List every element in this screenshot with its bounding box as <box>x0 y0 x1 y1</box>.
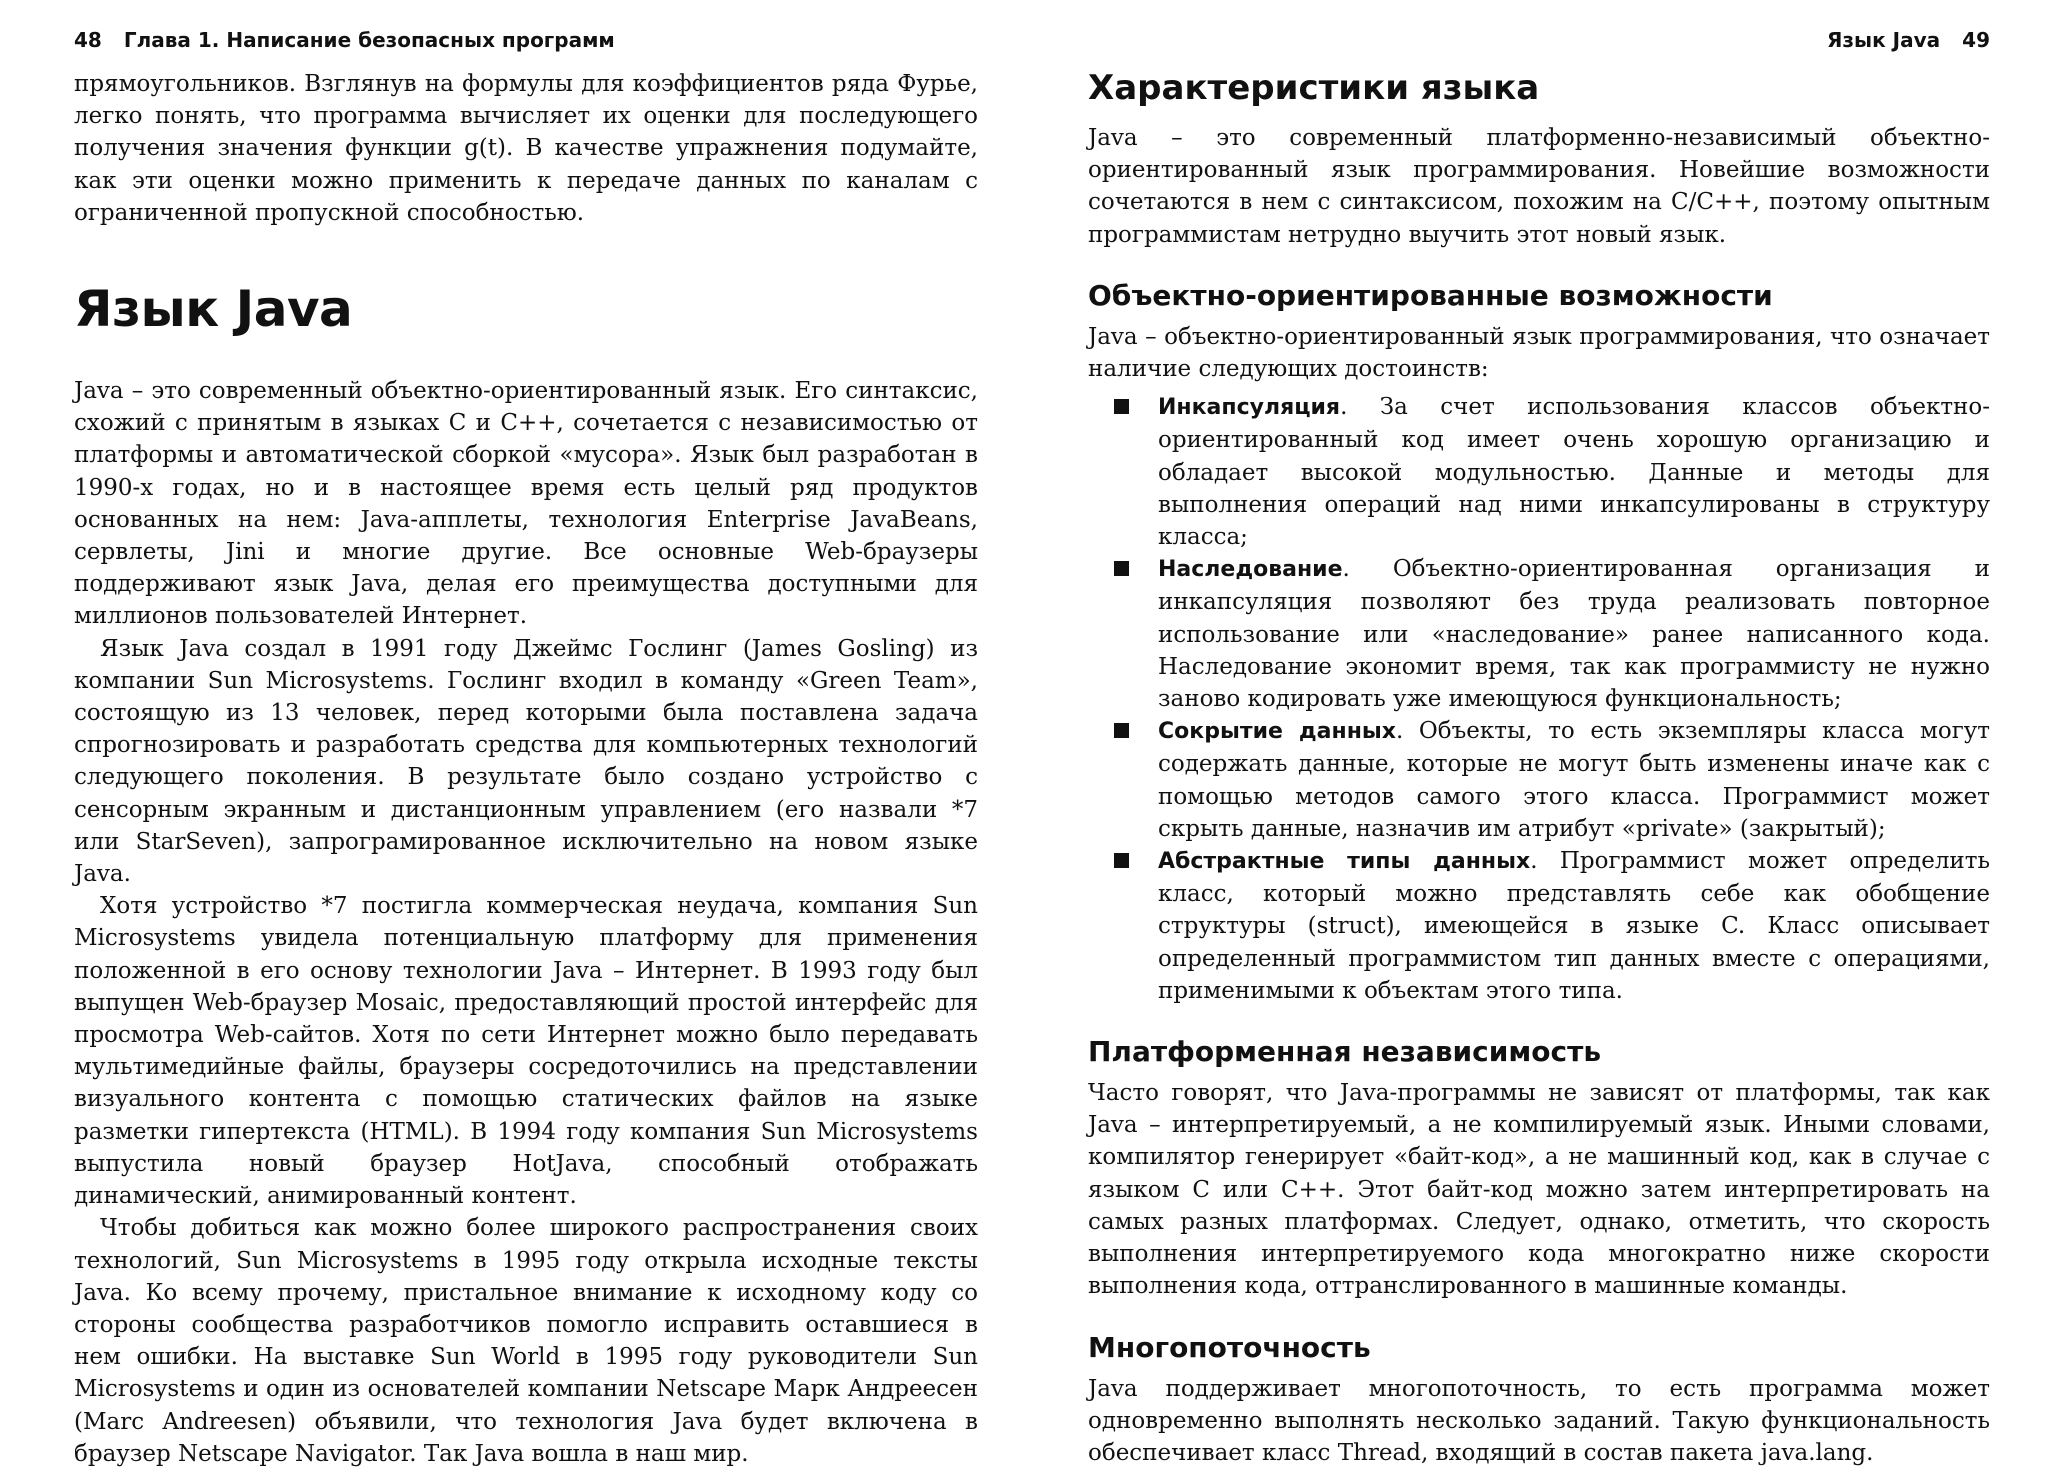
square-bullet-icon <box>1114 723 1129 738</box>
list-item-text: . Объектно-ориентированная организация и инкапсуляция позволяют без труда реализовать повторное использование или «наследование» ранее написанного кода. Наследование экономит время, так как программисту не нужно заново кодировать уже имеющуюся функциональность; <box>1158 556 1990 713</box>
subsection-title-platform: Платформенная независимость <box>1088 1035 1602 1069</box>
subsection-title-multithreading: Многопоточность <box>1088 1330 1371 1364</box>
chapter-running-title: Глава 1. Написание безопасных программ <box>123 28 615 52</box>
list-item <box>1088 391 1990 553</box>
list-item-term: Сокрытие данных <box>1158 719 1396 745</box>
paragraph: Язык Java создал в 1991 году Джеймс Гослинг (James Gosling) из компании Sun Microsystems. Гослинг входил в команду «Green Team», состоящую из 13 человек, перед которыми была поставлена задача спрогнозировать и разработать средства для компьютерных технологий следующего поколения. В результате было создано устройство с сенсорным экранным и дистанционным управлением (его назвали *7 или StarSeven), запрограмированное исключительно на новом языке Java. <box>74 635 978 888</box>
list-item <box>1088 553 1990 715</box>
page-number: 48 <box>74 28 102 52</box>
intro-paragraph: прямоугольников. Взглянув на формулы для коэффициентов ряда Фурье, легко понять, что программа вычисляет их оценки для последующего получения значения функции g(t). В качестве упражнения подумайте, как эти оценки можно применить к передаче данных по каналам с ограниченной пропускной способностью. <box>74 71 978 226</box>
list-item-term: Абстрактные типы данных <box>1158 849 1531 875</box>
right-page <box>1088 26 1990 1469</box>
section-intro: Java – это современный платформенно-независимый объектно-ориентированный язык программирования. Новейшие возможности сочетаются в нем с синтаксисом, похожим на C/C++, поэтому опытным программистам нетрудно выучить этот новый язык. <box>1088 125 1990 248</box>
chapter-title: Язык Java <box>74 280 353 339</box>
feature-list <box>1088 391 1990 1007</box>
square-bullet-icon <box>1114 561 1129 576</box>
list-item <box>1088 845 1990 1007</box>
page-number: 49 <box>1962 28 1990 52</box>
list-item-text: . За счет использования классов объектно-ориентированный код имеет очень хорошую организацию и обладает высокой модульностью. Данные и методы для выполнения операций над ними инкапсулированы в структуру класса; <box>1158 394 1990 551</box>
paragraph: Хотя устройство *7 постигла коммерческая неудача, компания Sun Microsystems увидела потенциальную платформу для применения положенной в его основу технологии Java – Интернет. В 1993 году был выпущен Web-браузер Mosaic, предоставляющий простой интерфейс для просмотра Web-сайтов. Хотя по сети Интернет можно было передавать мультимедийные файлы, браузеры сосредоточились на представлении визуального контента с помощью статических файлов на языке разметки гипертекста (HTML). В 1994 году компания Sun Microsystems выпустила новый браузер HotJava, способный отображать динамический, анимированный контент. <box>74 893 978 1210</box>
list-item-text: . Объекты, то есть экземпляры класса могут содержать данные, которые не могут быть изменены иначе как с помощью методов самого этого класса. Программист может скрыть данные, назначив им атрибут «private» (закрытый); <box>1158 718 1990 842</box>
oop-intro: Java – объектно-ориентированный язык программирования, что означает наличие следующих достоинств: <box>1088 323 1990 383</box>
left-page <box>74 26 978 1470</box>
list-item-term: Инкапсуляция <box>1158 395 1341 421</box>
section-title: Характеристики языка <box>1088 68 1540 108</box>
square-bullet-icon <box>1114 853 1129 868</box>
platform-text: Часто говорят, что Java-программы не зависят от платформы, так как Java – интерпретируемый, а не компилируемый язык. Иными словами, компилятор генерирует «байт-код», а не машинный код, как в случае с языком C или C++. Этот байт-код можно затем интерпретировать на самых разных платформах. Следует, однако, отметить, что скорость выполнения интерпретируемого кода многократно ниже скорости выполнения кода, оттранслированного в машинные команды. <box>1088 1080 1990 1300</box>
section-running-title: Язык Java <box>1827 28 1941 52</box>
running-head-right <box>1088 26 1990 54</box>
right-body <box>1088 68 1990 1469</box>
list-item-text: . Программист может определить класс, который можно представлять себе как обобщение структуры (struct), имеющейся в языке C. Класс описывает определенный программистом тип данных вместе с операциями, применимыми к объектам этого типа. <box>1158 848 1990 1004</box>
running-head-left <box>74 26 978 54</box>
square-bullet-icon <box>1114 399 1129 414</box>
multithreading-text: Java поддерживает многопоточность, то есть программа может одновременно выполнять несколько заданий. Такую функциональность обеспечивает класс Thread, входящий в состав пакета java.lang. <box>1088 1375 1990 1466</box>
subsection-title-oop: Объектно-ориентированные возможности <box>1088 278 1773 312</box>
list-item <box>1088 715 1990 845</box>
paragraph: Чтобы добиться как можно более широкого распространения своих технологий, Sun Microsystems в 1995 году открыла исходные тексты Java. Ко всему прочему, пристальное внимание к исходному коду со стороны сообщества разработчиков помогло исправить оставшиеся в нем ошибки. На выставке Sun World в 1995 году руководители Sun Microsystems и один из основателей компании Netscape Марк Андреесен (Marc Andreesen) объявили, что технология Java будет включена в браузер Netscape Navigator. Так Java вошла в наш мир. <box>74 1215 978 1467</box>
paragraph: Java – это современный объектно-ориентированный язык. Его синтаксис, схожий с принятым в языках C и C++, сочетается с независимостью от платформы и автоматической сборкой «мусора». Язык был разработан в 1990-х годах, но и в настоящее время есть целый ряд продуктов основанных на нем: Java-апплеты, технология Enterprise JavaBeans, сервлеты, Jini и многие другие. Все основные Web-браузеры поддерживают язык Java, делая его преимущества доступными для миллионов пользователей Интернет. <box>74 378 978 630</box>
left-body <box>74 68 978 1470</box>
list-item-term: Наследование <box>1158 557 1343 583</box>
